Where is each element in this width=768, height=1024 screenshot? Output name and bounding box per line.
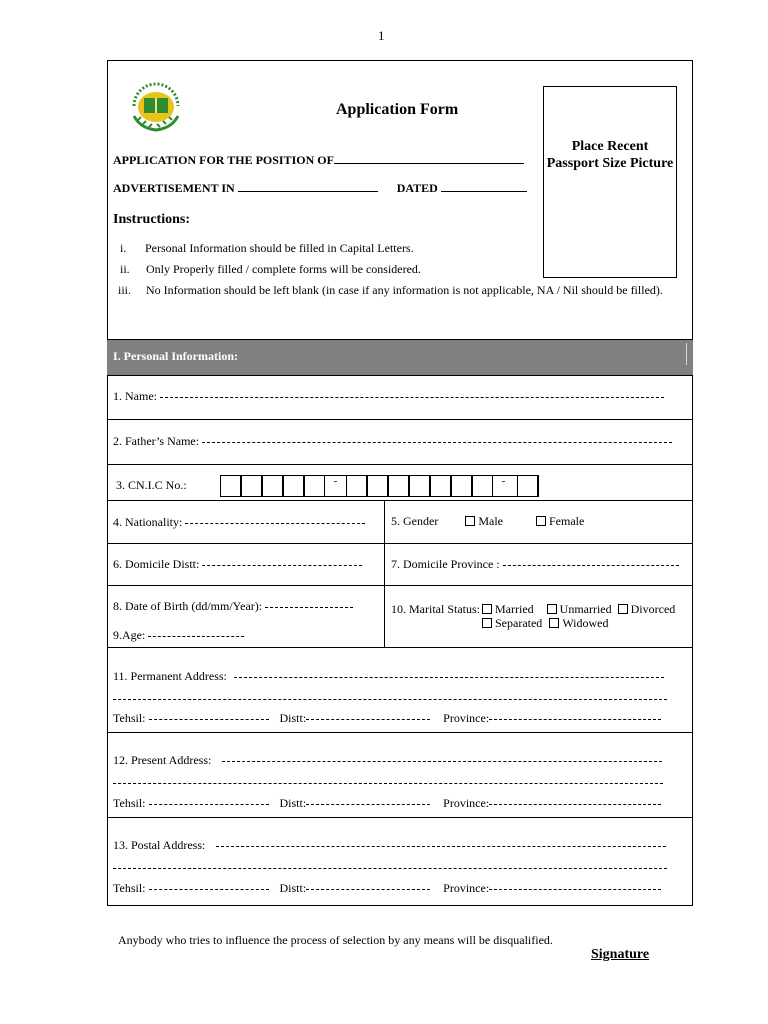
age-field[interactable] xyxy=(148,635,244,637)
domicile-province-row xyxy=(391,557,679,572)
postal-address-field[interactable] xyxy=(216,845,666,847)
instruction-number: iii. xyxy=(118,283,132,297)
nationality-field[interactable] xyxy=(185,522,365,524)
marital-status-label: 10. Marital Status: xyxy=(391,602,480,616)
dob-label: 8. Date of Birth (dd/mm/Year): xyxy=(113,599,263,613)
gender-label: 5. Gender xyxy=(391,514,439,528)
father-name-field[interactable] xyxy=(202,441,672,443)
widowed-label: Widowed xyxy=(562,616,609,630)
row-divider xyxy=(107,732,693,733)
signature-label: Signature xyxy=(591,947,650,962)
present-tehsil-row xyxy=(113,796,661,811)
dated-field[interactable] xyxy=(441,191,527,192)
dated-label: DATED xyxy=(396,181,438,195)
position-field[interactable] xyxy=(334,163,524,164)
postal-tehsil-row xyxy=(113,881,661,896)
domicile-province-field[interactable] xyxy=(503,564,679,566)
instruction-text: No Information should be left blank (in case if any information is not applicable, NA / Nil should be filled). xyxy=(146,283,663,297)
distt-field[interactable] xyxy=(306,803,430,805)
instruction-item xyxy=(120,241,126,256)
name-field[interactable] xyxy=(160,396,664,398)
row-divider xyxy=(107,419,693,420)
postal-address-label: 13. Postal Address: xyxy=(113,838,206,852)
cnic-label: 3. CN.I.C No.: xyxy=(116,478,187,492)
female-checkbox[interactable] xyxy=(536,516,546,526)
row-divider xyxy=(107,543,693,544)
photo-box-line2: Passport Size Picture xyxy=(546,156,674,171)
domicile-distt-field[interactable] xyxy=(202,564,362,566)
tehsil-label: Tehsil: xyxy=(113,796,146,810)
present-address-row xyxy=(113,753,662,768)
photo-box-line1: Place Recent xyxy=(571,139,649,154)
name-row xyxy=(113,389,664,404)
province-field[interactable] xyxy=(489,718,661,720)
province-label: Province: xyxy=(443,881,490,895)
gender-row xyxy=(391,514,584,529)
distt-field[interactable] xyxy=(306,888,430,890)
domicile-distt-row xyxy=(113,557,362,572)
tehsil-field[interactable] xyxy=(149,803,269,805)
distt-label: Distt: xyxy=(279,881,307,895)
instruction-text: Personal Information should be filled in Capital Letters. xyxy=(145,241,414,255)
position-row xyxy=(113,153,524,168)
dob-field[interactable] xyxy=(265,606,353,608)
instruction-text: Only Properly filled / complete forms will be considered. xyxy=(146,262,421,276)
divorced-checkbox[interactable] xyxy=(618,604,628,614)
logo-icon xyxy=(126,76,186,134)
marital-row-2 xyxy=(482,616,608,631)
divorced-label: Divorced xyxy=(630,602,676,616)
distt-label: Distt: xyxy=(279,796,307,810)
widowed-checkbox[interactable] xyxy=(549,618,559,628)
page-number: 1 xyxy=(378,28,385,43)
row-divider xyxy=(107,817,693,818)
advertisement-label: ADVERTISEMENT IN xyxy=(113,181,235,195)
father-name-label: 2. Father’s Name: xyxy=(113,434,200,448)
separated-label: Separated xyxy=(495,616,543,630)
domicile-province-label: 7. Domicile Province : xyxy=(391,557,500,571)
male-checkbox[interactable] xyxy=(465,516,475,526)
unmarried-checkbox[interactable] xyxy=(547,604,557,614)
instruction-number: i. xyxy=(120,241,127,255)
row-divider xyxy=(107,647,693,648)
province-field[interactable] xyxy=(489,888,661,890)
cnic-separator: - xyxy=(333,475,338,487)
row-divider xyxy=(107,464,693,465)
photo-box-text xyxy=(543,138,677,172)
tehsil-field[interactable] xyxy=(149,718,269,720)
instruction-item xyxy=(120,262,130,277)
married-checkbox[interactable] xyxy=(482,604,492,614)
marital-row-1 xyxy=(482,602,675,617)
permanent-tehsil-row xyxy=(113,711,661,726)
postal-address-line-2[interactable] xyxy=(113,867,667,869)
married-label: Married xyxy=(495,602,534,616)
age-label: 9.Age: xyxy=(113,628,146,642)
permanent-address-line-2[interactable] xyxy=(113,698,667,700)
instruction-number: ii. xyxy=(120,262,130,276)
age-row xyxy=(113,628,244,643)
postal-address-row xyxy=(113,838,666,853)
present-address-label: 12. Present Address: xyxy=(113,753,212,767)
advertisement-field[interactable] xyxy=(238,191,378,192)
cnic-separator: - xyxy=(501,475,506,487)
advertisement-row xyxy=(113,181,527,196)
column-divider xyxy=(384,500,385,647)
row-divider xyxy=(107,500,693,501)
photo-box xyxy=(543,86,677,278)
form-title: Application Form xyxy=(336,101,459,118)
instruction-item xyxy=(118,283,131,298)
section-header: I. Personal Information: xyxy=(113,349,238,363)
cnic-frame xyxy=(220,475,539,497)
present-address-field[interactable] xyxy=(222,760,662,762)
province-label: Province: xyxy=(443,711,490,725)
present-address-line-2[interactable] xyxy=(113,782,663,784)
tehsil-field[interactable] xyxy=(149,888,269,890)
disqualification-note: Anybody who tries to influence the process of selection by any means will be disqualified. xyxy=(118,933,553,947)
nationality-label: 4. Nationality: xyxy=(113,515,183,529)
instructions-heading: Instructions: xyxy=(113,212,191,227)
father-name-row xyxy=(113,434,672,449)
institution-logo xyxy=(126,76,186,134)
permanent-address-label: 11. Permanent Address: xyxy=(113,669,227,683)
province-label: Province: xyxy=(443,796,490,810)
domicile-distt-label: 6. Domicile Distt: xyxy=(113,557,200,571)
dob-row xyxy=(113,599,353,614)
female-label: Female xyxy=(548,514,585,528)
position-label: APPLICATION FOR THE POSITION OF xyxy=(113,153,334,167)
separated-checkbox[interactable] xyxy=(482,618,492,628)
permanent-address-row xyxy=(113,669,664,684)
distt-label: Distt: xyxy=(279,711,307,725)
permanent-address-field[interactable] xyxy=(234,676,664,678)
name-label: 1. Name: xyxy=(113,389,157,403)
province-field[interactable] xyxy=(489,803,661,805)
row-divider xyxy=(107,585,693,586)
male-label: Male xyxy=(478,514,503,528)
distt-field[interactable] xyxy=(306,718,430,720)
unmarried-label: Unmarried xyxy=(559,602,612,616)
nationality-row xyxy=(113,515,365,530)
header-divider xyxy=(686,343,687,365)
tehsil-label: Tehsil: xyxy=(113,711,146,725)
tehsil-label: Tehsil: xyxy=(113,881,146,895)
